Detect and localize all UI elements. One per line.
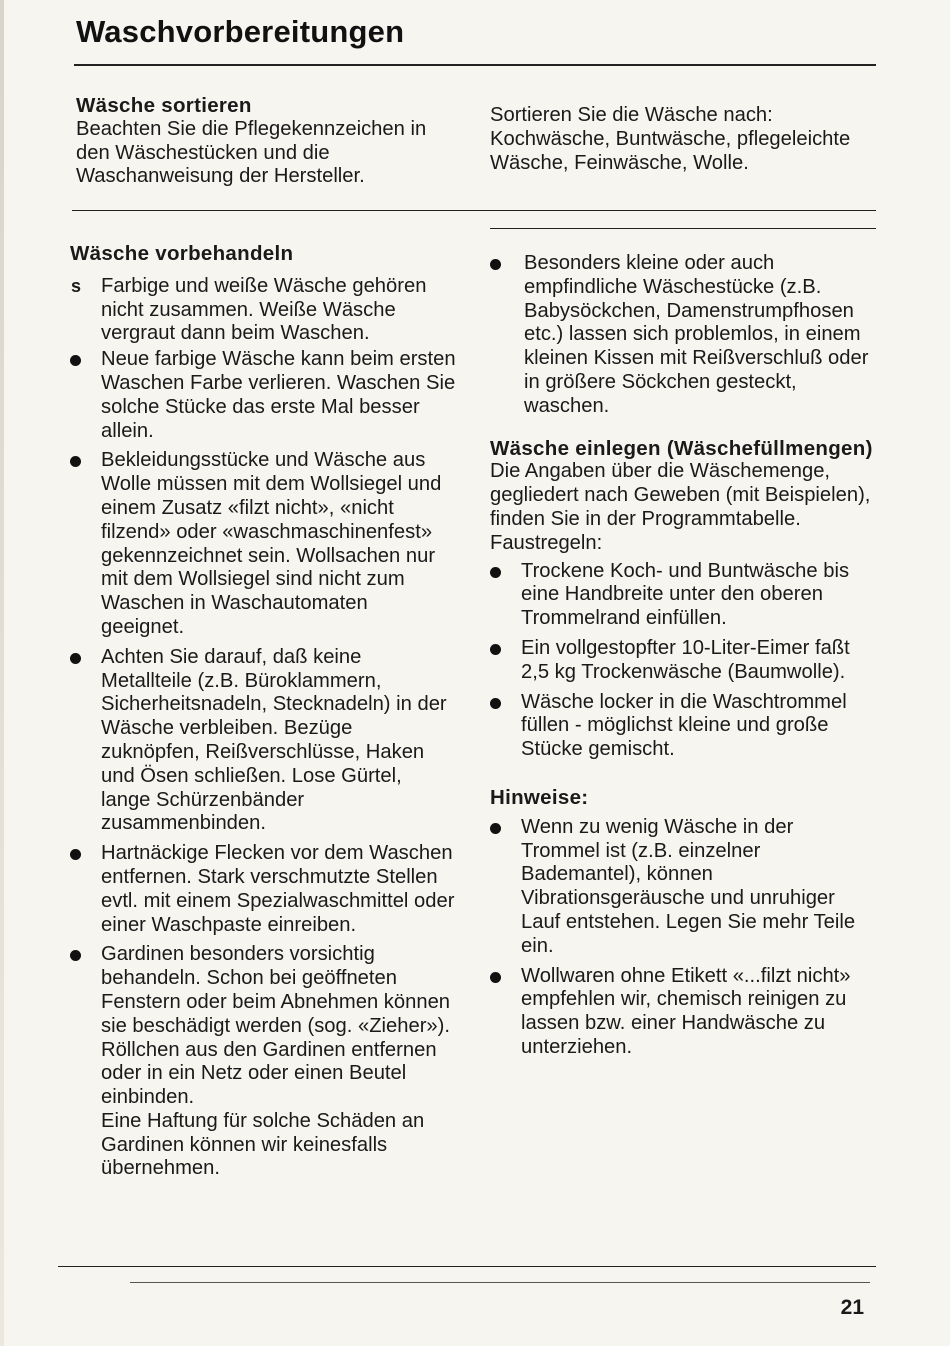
- list-item: [70, 646, 456, 836]
- sort-heading: Wäsche sortieren: [76, 94, 252, 117]
- list-item: [490, 252, 876, 419]
- prepare-continued-list: [490, 252, 876, 419]
- prepare-column: [70, 242, 456, 1181]
- list-item-text: Achten Sie darauf, daß keine Metallteile (z.B. Büroklammern, Sicherheitsnadeln, Stecknadeln) in der Wäsche verbleiben. Bezüge zuknöpfen, Reißverschlüsse, Haken und Ösen schließen. Lose Gürtel, lange Schürzenbänder zusammenbinden.: [101, 645, 447, 835]
- scan-edge: [0, 0, 4, 1346]
- list-item-text: Ein vollgestopfter 10-Liter-Eimer faßt 2,5 kg Trockenwäsche (Baumwolle).: [521, 636, 850, 683]
- list-item: [490, 691, 876, 762]
- list-item-text: Neue farbige Wäsche kann beim ersten Waschen Farbe verlieren. Waschen Sie solche Stücke das erste Mal besser allein.: [101, 348, 456, 442]
- page-title: Waschvorbereitungen: [76, 14, 405, 49]
- bullet-icon: [70, 950, 81, 961]
- load-rules-list: [490, 560, 876, 762]
- list-item-text: Bekleidungsstücke und Wäsche aus Wolle müssen mit dem Wollsiegel und einem Zusatz «filzt nicht», «nicht filzend» oder «waschmaschinenfest» gekennzeichnet sein. Wollsachen nur mit dem Wollsiegel sind nicht zum Waschen in Waschautomaten geeignet.: [101, 449, 442, 638]
- bullet-icon: [490, 698, 501, 709]
- list-item-text: Hartnäckige Flecken vor dem Waschen entfernen. Stark verschmutzte Stellen evtl. mit einem Spezialwaschmittel oder einer Waschpaste einreiben.: [101, 842, 455, 936]
- list-item: [70, 943, 456, 1181]
- list-item: [490, 560, 876, 631]
- bullet-icon: [70, 653, 81, 664]
- list-item: [490, 965, 876, 1060]
- liability-note: Eine Haftung für solche Schäden an Gardinen können wir keinesfalls übernehmen.: [101, 1109, 425, 1180]
- load-heading: Wäsche einlegen (Wäschefüllmengen): [490, 436, 873, 460]
- load-rules-label: Faustregeln:: [490, 531, 603, 554]
- prepare-list: [70, 275, 456, 1181]
- sort-right-column: [490, 104, 876, 175]
- bullet-icon: [490, 823, 501, 834]
- list-marker: s: [71, 275, 82, 296]
- prepare-heading: Wäsche vorbehandeln: [70, 242, 294, 265]
- section-rule-right: [490, 228, 876, 229]
- list-item-text: Wenn zu wenig Wäsche in der Trommel ist (z.B. einzelner Bademantel), können Vibrationsgeräusche und unruhiger Lauf entstehen. Legen Sie mehr Teile ein.: [521, 815, 856, 957]
- list-item-text: Besonders kleine oder auch empfindliche Wäschestücke (z.B. Babysöckchen, Damenstrumpfhosen etc.) lassen sich problemlos, in einem kleinen Kissen mit Reißverschluß oder in größere Söckchen gesteckt, waschen.: [524, 252, 869, 417]
- section-rule: [72, 210, 876, 211]
- list-item: [70, 348, 456, 443]
- title-rule: [74, 64, 876, 66]
- sort-right-text: Sortieren Sie die Wäsche nach: Kochwäsche, Buntwäsche, pflegeleichte Wäsche, Feinwäsche, Wolle.: [490, 104, 851, 174]
- sort-text: Beachten Sie die Pflegekennzeichen in den Wäschestücken und die Waschanweisung der Hersteller.: [76, 117, 427, 188]
- list-item: [70, 449, 456, 639]
- bullet-icon: [70, 456, 81, 467]
- bullet-icon: [70, 355, 81, 366]
- bullet-icon: [490, 259, 501, 270]
- list-item-text: Wollwaren ohne Etikett «...filzt nicht» empfehlen wir, chemisch reinigen zu lassen bzw. einer Handwäsche zu unterziehen.: [521, 964, 851, 1058]
- footer-rule: [58, 1266, 876, 1267]
- bullet-icon: [490, 567, 501, 578]
- list-item: [490, 816, 876, 959]
- list-item: [70, 275, 456, 346]
- notes-list: [490, 816, 876, 1060]
- list-item-text: Wäsche locker in die Waschtrommel füllen - möglichst kleine und große Stücke gemischt.: [521, 690, 847, 761]
- list-item-text: Farbige und weiße Wäsche gehören nicht zusammen. Weiße Wäsche vergraut dann beim Waschen.: [101, 274, 427, 345]
- list-item-text: Gardinen besonders vorsichtig behandeln. Schon bei geöffneten Fenstern oder beim Abnehmen können sie beschädigt werden (sog. «Zieher»). Röllchen aus den Gardinen entfernen oder in ein Netz oder einen Beutel einbinden.: [101, 943, 451, 1109]
- right-column: [490, 252, 876, 1060]
- sort-left-column: [76, 94, 462, 189]
- notes-heading: Hinweise:: [490, 785, 589, 809]
- list-item: [70, 842, 456, 937]
- footer-rule-lower: [130, 1282, 870, 1283]
- list-item-text: Trockene Koch- und Buntwäsche bis eine Handbreite unter den oberen Trommelrand einfüllen.: [521, 559, 850, 630]
- bullet-icon: [490, 644, 501, 655]
- page-number: 21: [840, 1296, 864, 1319]
- bullet-icon: [70, 849, 81, 860]
- list-item: [490, 637, 876, 685]
- bullet-icon: [490, 972, 501, 983]
- load-intro: Die Angaben über die Wäschemenge, gegliedert nach Geweben (mit Beispielen), finden Sie in der Programmtabelle.: [490, 460, 871, 530]
